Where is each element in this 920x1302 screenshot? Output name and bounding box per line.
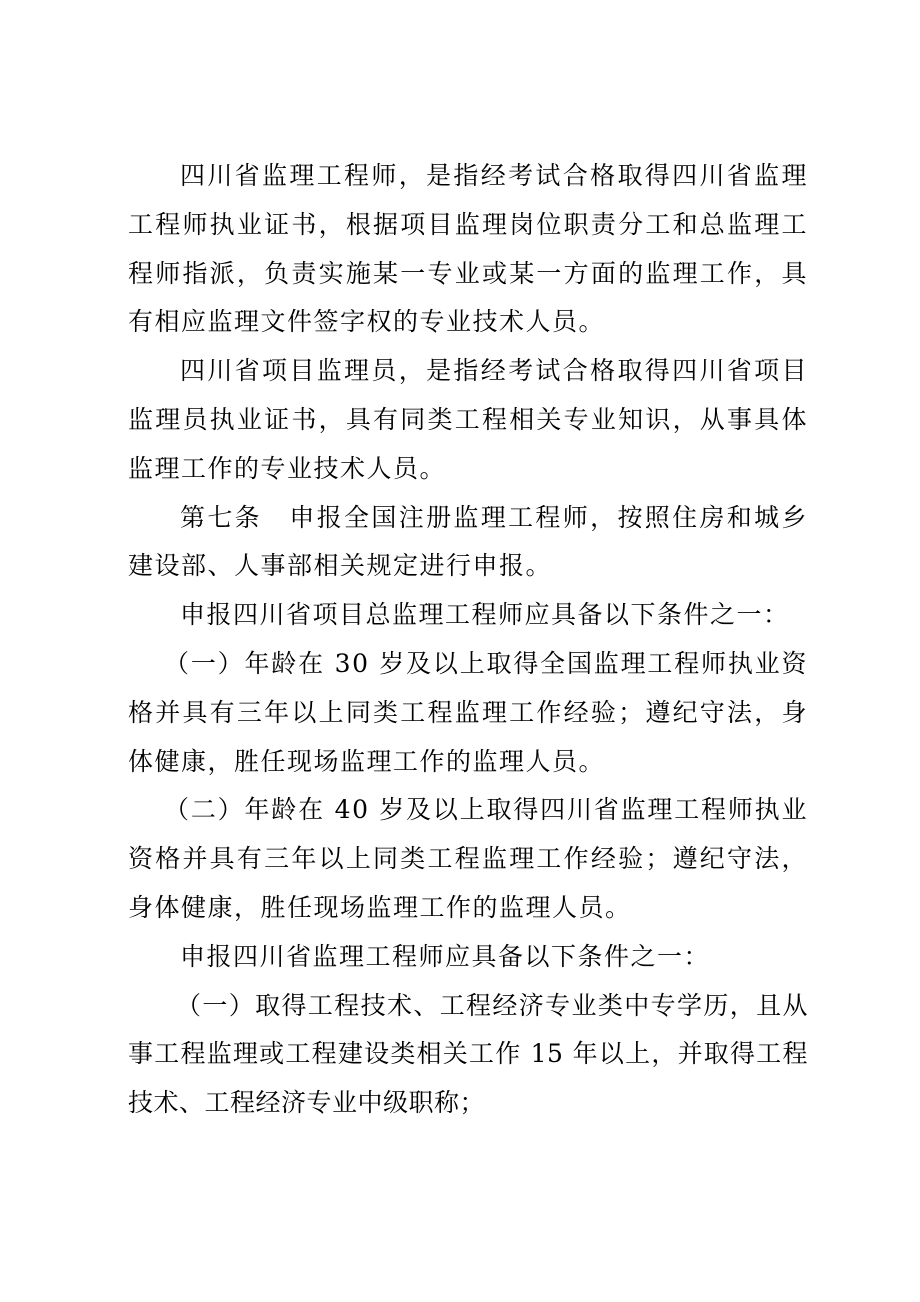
document-body [128, 152, 808, 1128]
paragraph-chief-condition-1: （一）年龄在 30 岁及以上取得全国监理工程师执业资格并具有三年以上同类工程监理工作经验；遵纪守法，身体健康，胜任现场监理工作的监理人员。 [128, 648, 808, 776]
paragraph-chief-condition-2: （二）年龄在 40 岁及以上取得四川省监理工程师执业资格并具有三年以上同类工程监理工作经验；遵纪守法，身体健康，胜任现场监理工作的监理人员。 [128, 795, 808, 922]
paragraph-engineer-conditions-heading: 申报四川省监理工程师应具备以下条件之一： [180, 941, 711, 971]
paragraph-article-seven: 第七条 申报全国注册监理工程师，按照住房和城乡建设部、人事部相关规定进行申报。 [128, 502, 808, 581]
paragraph-engineer-condition-1: （一）取得工程技术、工程经济专业类中专学历，且从事工程监理或工程建设类相关工作 15 年以上，并取得工程技术、工程经济专业中级职称； [128, 990, 808, 1118]
paragraph-project-supervisor-definition: 四川省项目监理员，是指经考试合格取得四川省项目监理员执业证书，具有同类工程相关专业知识，从事具体监理工作的专业技术人员。 [128, 356, 808, 483]
paragraph-supervision-engineer-definition: 四川省监理工程师，是指经考试合格取得四川省监理工程师执业证书，根据项目监理岗位职责分工和总监理工程师指派，负责实施某一专业或某一方面的监理工作，具有相应监理文件签字权的专业技术人员。 [128, 161, 808, 337]
paragraph-chief-engineer-conditions-heading: 申报四川省项目总监理工程师应具备以下条件之一： [180, 600, 790, 630]
